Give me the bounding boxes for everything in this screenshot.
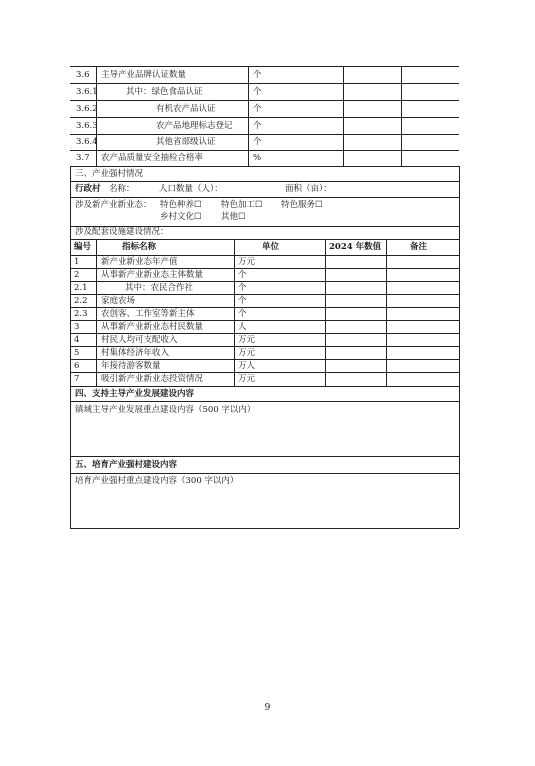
row-name: 其他省部级认证: [156, 137, 216, 147]
row-unit: 个: [238, 270, 247, 280]
row-name: 其中：农民合作社: [125, 283, 194, 293]
row-code: 3.6.2: [76, 104, 98, 114]
row-unit: 人: [238, 322, 247, 332]
option-special-processing[interactable]: 特色加工☐: [221, 200, 263, 210]
row-unit: 个: [253, 121, 262, 131]
row-code: 2.1: [74, 283, 88, 293]
table-border: [401, 66, 402, 166]
row-unit: 个: [238, 296, 247, 306]
row-name: 农创客、工作室等新主体: [101, 309, 195, 319]
row-unit: 个: [253, 70, 262, 80]
row-name: 村民人均可支配收入: [101, 335, 178, 345]
row-unit: %: [253, 153, 262, 163]
table-border: [70, 528, 459, 529]
table-border: [343, 66, 344, 166]
row-code: 3.6.1: [76, 87, 98, 97]
row-code: 6: [74, 361, 80, 371]
row-unit: 万人: [238, 361, 256, 371]
row-code: 7: [74, 374, 80, 384]
table-border: [96, 239, 97, 386]
area-label: 面积（亩）：: [285, 184, 332, 194]
row-name: 从事新产业新业态村民数量: [101, 322, 204, 332]
row-unit: 个: [238, 283, 247, 293]
table-border: [248, 66, 249, 166]
row-unit: 个: [253, 87, 262, 97]
header-note: 备注: [410, 242, 428, 252]
row-code: 3.6.3: [76, 121, 98, 131]
header-value: 2024 年数值: [329, 242, 382, 252]
row-name: 农产品质量安全抽检合格率: [101, 153, 204, 163]
row-unit: 个: [253, 104, 262, 114]
section-4-title: 四、支持主导产业发展建设内容: [75, 389, 195, 399]
header-unit: 单位: [262, 242, 280, 252]
row-code: 4: [74, 335, 80, 345]
page-number: 9: [264, 703, 271, 713]
village-label: 行政村: [75, 184, 101, 194]
row-name: 其中：绿色食品认证: [126, 87, 203, 97]
business-label: 涉及新产业新业态：: [75, 200, 152, 210]
section-4-content-label: 镇域主导产业发展重点建设内容（500 字以内）: [75, 405, 256, 415]
row-code: 3.6.4: [76, 137, 98, 147]
frame-right: [459, 166, 460, 528]
row-name: 家庭农场: [101, 296, 136, 306]
table-border: [325, 239, 326, 386]
table-border: [234, 239, 235, 386]
row-name: 从事新产业新业态主体数量: [101, 270, 204, 280]
row-name: 新产业新业态年产值: [101, 257, 178, 267]
row-name: 有机农产品认证: [156, 104, 216, 114]
row-code: 2.2: [74, 296, 88, 306]
section-3-title: 三、产业强村情况: [75, 169, 144, 179]
option-special-service[interactable]: 特色服务☐: [281, 200, 323, 210]
row-unit: 万元: [238, 348, 256, 358]
option-special-breeding[interactable]: 特色种养☐: [160, 200, 202, 210]
row-code: 3.6: [76, 70, 90, 80]
row-name: 吸引新产业新业态投资情况: [101, 374, 204, 384]
row-code: 5: [74, 348, 80, 358]
facility-label: 涉及配套设施建设情况：: [75, 227, 169, 237]
header-code: 编号: [74, 242, 92, 252]
option-rural-culture[interactable]: 乡村文化☐: [160, 212, 202, 222]
section-5-content-label: 培育产业强村重点建设内容（300 字以内）: [75, 476, 239, 486]
row-name: 主导产业品牌认证数量: [101, 70, 187, 80]
section-5-title: 五、培育产业强村建设内容: [75, 460, 178, 470]
option-other[interactable]: 其他☐: [221, 212, 246, 222]
row-code: 3: [74, 322, 80, 332]
table-border: [386, 239, 387, 386]
row-name: 村集体经济年收入: [101, 348, 170, 358]
row-code: 2.3: [74, 309, 88, 319]
row-unit: 万元: [238, 335, 256, 345]
row-name: 农产品地理标志登记: [156, 121, 233, 131]
row-unit: 个: [253, 137, 262, 147]
row-unit: 万元: [238, 257, 256, 267]
row-unit: 个: [238, 309, 247, 319]
village-name-label: 名称：: [109, 184, 135, 194]
row-code: 1: [74, 257, 80, 267]
row-name: 年接待游客数量: [101, 361, 161, 371]
header-name: 指标名称: [122, 242, 157, 252]
row-unit: 万元: [238, 374, 256, 384]
row-code: 2: [74, 270, 80, 280]
population-label: 人口数量（人）：: [159, 184, 223, 194]
row-code: 3.7: [76, 153, 90, 163]
